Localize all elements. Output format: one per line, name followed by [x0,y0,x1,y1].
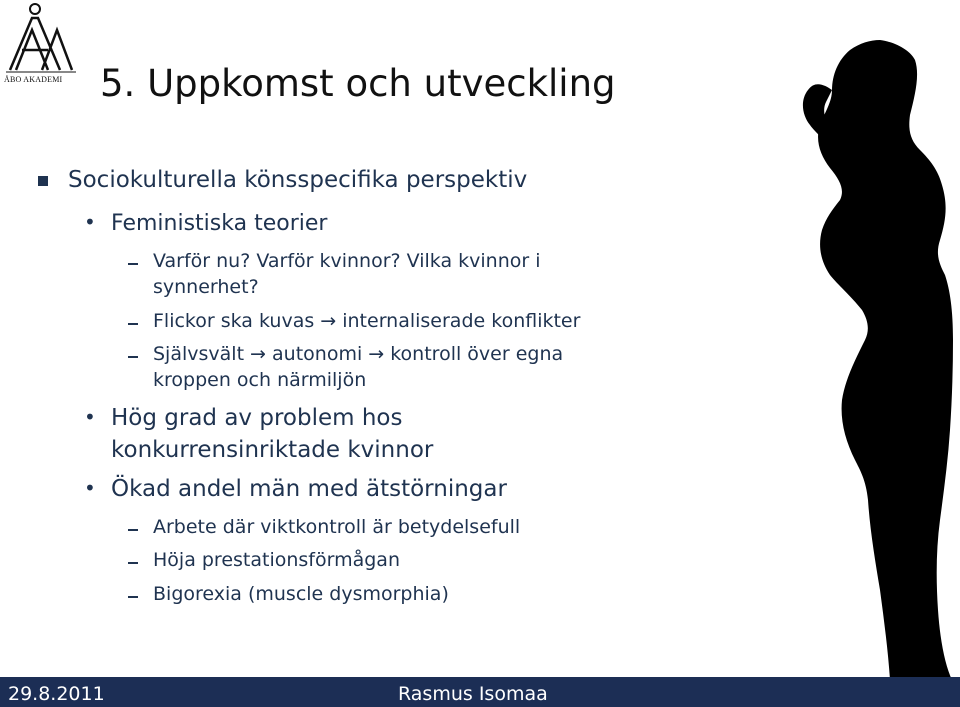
dash-bullet-icon [128,562,138,564]
dot-bullet-icon: • [84,210,96,234]
bullet-item: Flickor ska kuvas → internaliserade konflikter [153,310,581,332]
footer-date: 29.8.2011 [8,683,105,705]
dash-bullet-icon [128,356,138,358]
bullet-item-continued: konkurrensinriktade kvinnor [111,437,434,463]
bullet-item: Sociokulturella könsspecifika perspektiv [68,167,528,193]
logo-text: ÅBO AKADEMI [4,75,63,84]
bullet-item: Varför nu? Varför kvinnor? Vilka kvinnor i [153,250,541,272]
dash-bullet-icon [128,529,138,531]
bullet-item: Feministiska teorier [111,211,328,236]
bullet-item: Arbete där viktkontroll är betydelsefull [153,516,521,538]
bullet-item: Hög grad av problem hos [111,405,403,431]
woman-silhouette [770,40,960,680]
bullet-item: Självsvält → autonomi → kontroll över egna [153,343,564,365]
bullet-item: Höja prestationsförmågan [153,549,400,571]
bullet-item: Bigorexia (muscle dysmorphia) [153,583,449,605]
dash-bullet-icon [128,323,138,325]
bullet-item-continued: kroppen och närmiljön [153,369,367,391]
dash-bullet-icon [128,263,138,265]
bullet-item: Ökad andel män med ätstörningar [111,476,507,502]
dot-bullet-icon: • [84,405,96,429]
dot-bullet-icon: • [84,476,96,500]
slide-title: 5. Uppkomst och utveckling [100,62,616,105]
footer-author: Rasmus Isomaa [398,683,548,705]
dash-bullet-icon [128,596,138,598]
bullet-item-continued: synnerhet? [153,276,259,298]
square-bullet-icon [38,176,48,186]
